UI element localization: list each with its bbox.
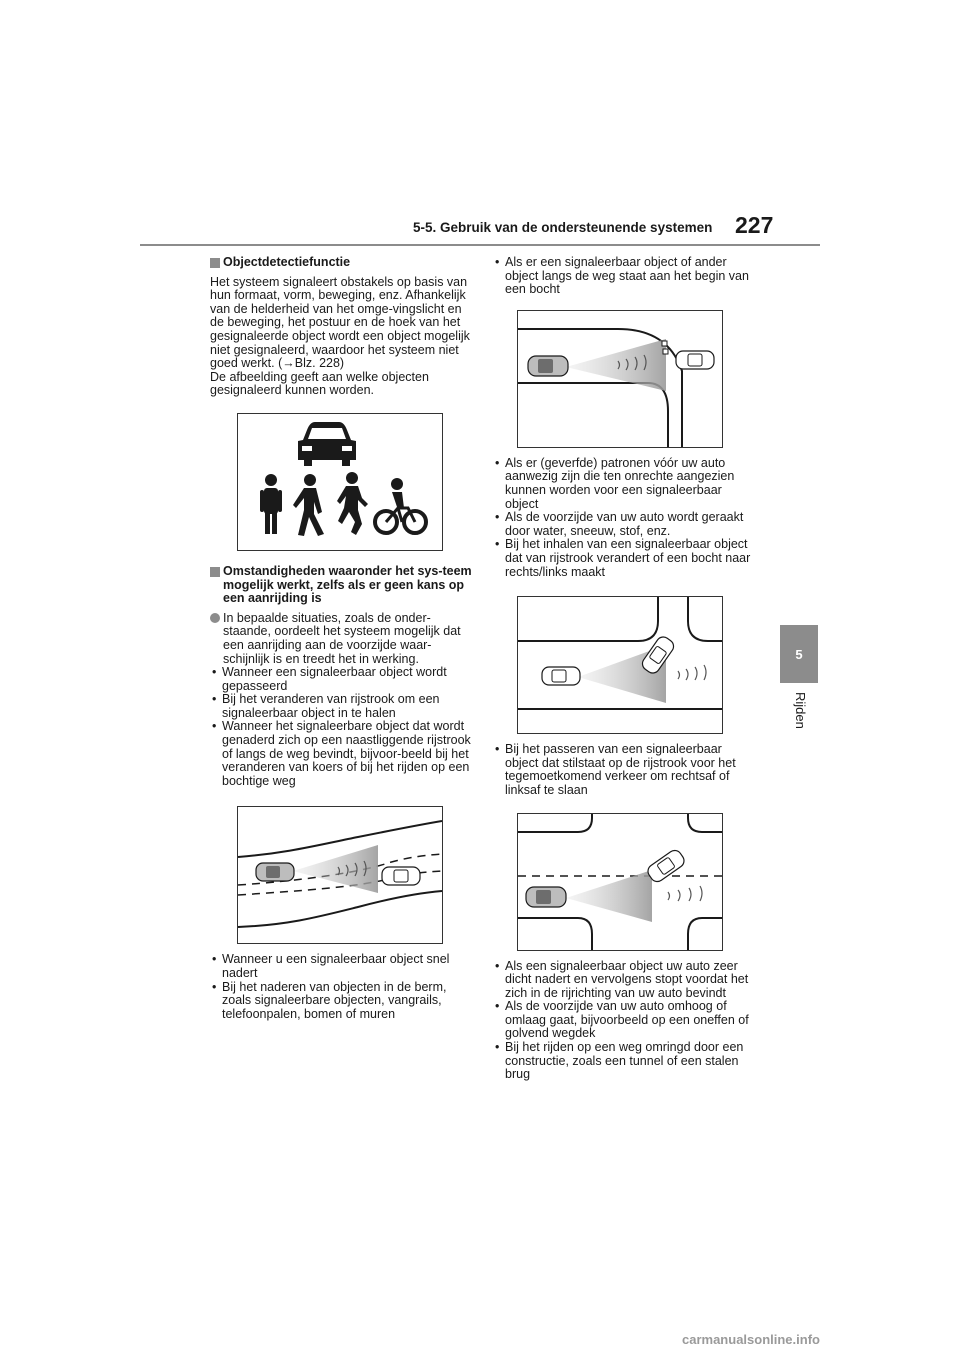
left-column: [210, 256, 472, 1021]
section-heading: [210, 565, 472, 606]
header-divider: [140, 244, 820, 246]
square-bullet-icon: [210, 567, 220, 577]
circle-bullet-text: In bepaalde situaties, zoals de onder-staande, oordeelt het systeem mogelijk dat een aanrijding aan de voorzijde waar-schijnlijk is en treedt het in werking.: [223, 610, 461, 666]
bullet-list: [493, 960, 755, 1082]
cyclist-icon: [375, 478, 426, 533]
right-column: [493, 256, 755, 1082]
own-car-icon: [526, 887, 566, 907]
pedestrian-standing-icon: [260, 474, 282, 534]
chapter-number: 5: [795, 646, 803, 662]
heading-text: Objectdetectiefunctie: [223, 255, 351, 269]
square-bullet-icon: [210, 258, 220, 268]
bullet-list: [493, 256, 755, 297]
list-item: • Wanneer het signaleerbare object dat wordt genaderd zich op een naastliggende rijstrook of langs de weg bevindt, bijvoor-beeld bij het veranderen van koers of bij het rijden op een bochtige weg: [210, 720, 472, 788]
chapter-label: Rijden: [793, 692, 808, 729]
list-item: • Bij het rijden op een weg omringd door een constructie, zoals een tunnel of een stalen brug: [493, 1041, 755, 1082]
list-item: • Bij het passeren van een signaleerbaar object dat stilstaat op de rijstrook voor het tegemoetkomend verkeer om rechtsaf of linksaf te slaan: [493, 743, 755, 797]
list-item: • Als een signaleerbaar object uw auto zeer dicht nadert en vervolgens stopt voordat het zich in de rijrichting van uw auto bevindt: [493, 960, 755, 1001]
list-item: • Als de voorzijde van uw auto wordt geraakt door water, sneeuw, stof, enz.: [493, 511, 755, 538]
body-paragraph: De afbeelding geeft aan welke objecten gesignaleerd kunnen worden.: [210, 369, 429, 398]
target-car-icon: [676, 351, 714, 369]
chapter-tab: [780, 625, 818, 683]
own-car-icon: [528, 356, 568, 376]
corner-object-figure: [517, 310, 723, 448]
list-item: • Bij het veranderen van rijstrook om een signaleerbaar object in te halen: [210, 693, 472, 720]
bullet-list: [210, 666, 472, 788]
detectable-objects-figure: [237, 413, 443, 551]
section-heading: [210, 256, 472, 270]
watermark: carmanualsonline.info: [682, 1332, 820, 1347]
list-item: • Wanneer een signaleerbaar object wordt gepasseerd: [210, 666, 472, 693]
curved-road-figure: [237, 806, 443, 944]
stopped-vehicle-figure: [517, 813, 723, 951]
circle-bullet-item: [210, 612, 472, 666]
bullet-list: [210, 953, 472, 1021]
target-car-icon: [645, 847, 686, 884]
list-item: • Als er een signaleerbaar object of ander object langs de weg staat aan het begin van een bocht: [493, 256, 755, 297]
heading-text: Omstandigheden waaronder het sys-teem mogelijk werkt, zelfs als er geen kans op een aanrijding is: [223, 563, 472, 606]
target-car-icon: [382, 867, 420, 885]
bullet-list: [493, 743, 755, 797]
bullet-list: [493, 457, 755, 579]
list-item: • Bij het naderen van objecten in de berm, zoals signaleerbare objecten, vangrails, telefoonpalen, bomen of muren: [210, 981, 472, 1022]
page-number: 227: [735, 212, 774, 238]
list-item: • Als de voorzijde van uw auto omhoog of omlaag gaat, bijvoorbeeld op een oneffen of golvend wegdek: [493, 1000, 755, 1041]
list-item: • Bij het inhalen van een signaleerbaar object dat van rijstrook verandert of een bocht naar rechts/links maakt: [493, 538, 755, 579]
list-item: • Als er (geverfde) patronen vóór uw auto aanwezig zijn die ten onrechte aangezien kunnen worden voor een signaleerbaar object: [493, 457, 755, 511]
own-car-icon: [542, 667, 580, 685]
turning-vehicle-figure: [517, 596, 723, 734]
pedestrian-running-icon: [337, 472, 368, 535]
body-paragraph: Het systeem signaleert obstakels op basis van hun formaat, vorm, beweging, enz. Afhankelijk van de helderheid van het omge-vingslicht en de beweging, het postuur en de hoek van het gesignaleerde object wordt een object mogelijk niet gesignaleerd, waardoor het systeem niet goed werkt. (→Blz. 228): [210, 274, 470, 371]
own-car-icon: [256, 863, 294, 881]
pedestrian-walking-icon: [293, 474, 324, 536]
circle-bullet-icon: [210, 613, 220, 623]
car-front-icon: [298, 422, 356, 466]
list-item: • Wanneer u een signaleerbaar object snel nadert: [210, 953, 472, 980]
section-title: 5-5. Gebruik van de ondersteunende systemen: [413, 220, 713, 235]
